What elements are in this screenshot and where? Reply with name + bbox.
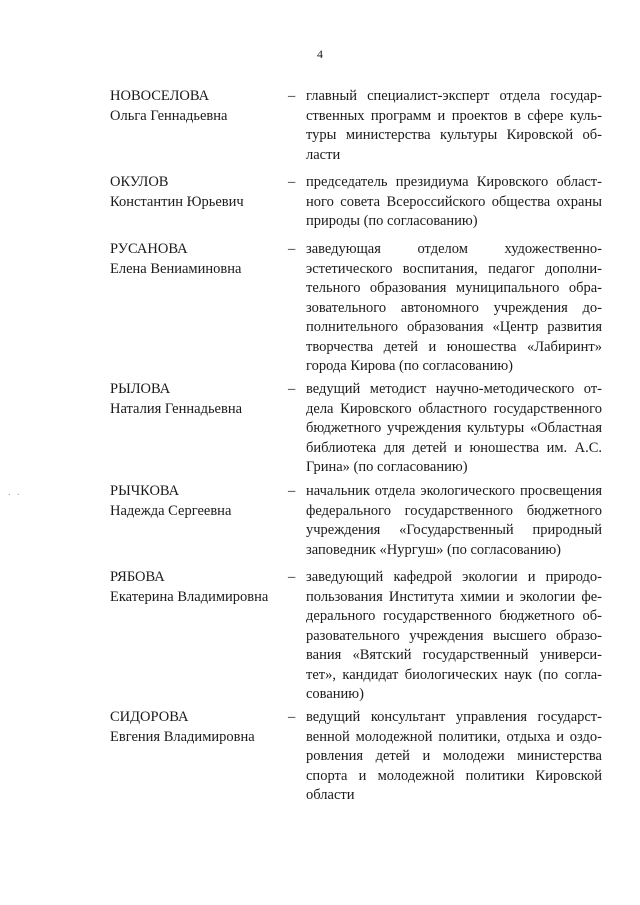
member-surname: СИДОРОВА <box>110 709 189 725</box>
page-number: 4 <box>317 47 323 61</box>
member-role: председатель президиума Кировского областного совета Всероссийского общества охраны природы (по согласованию) <box>306 174 602 229</box>
member-name <box>110 708 280 747</box>
member-name <box>110 87 280 126</box>
member-given-name: Елена Вениаминовна <box>110 260 242 277</box>
member-given-name: Наталия Геннадьевна <box>110 400 243 417</box>
member-given-name: Екатерина Владимировна <box>110 588 269 605</box>
member-name <box>110 173 280 212</box>
dash-separator: – <box>288 569 296 585</box>
member-given-name: Евгения Владимировна <box>110 728 255 745</box>
dash-separator: – <box>288 241 296 257</box>
member-surname: РЫЛОВА <box>110 381 171 397</box>
member-role: заведующий кафедрой экологии и природопользования Института химии и экологии федерального государственного бюджетного образовательного учреждения высшего образования «Вятский государственный университет», кандидат биологических наук (по согласованию) <box>306 569 602 702</box>
member-role: главный специалист-эксперт отдела государственных программ и проектов в сфере культуры министерства культуры Кировской области <box>306 88 602 163</box>
member-surname: РЯБОВА <box>110 569 165 585</box>
member-given-name: Константин Юрьевич <box>110 193 244 210</box>
member-given-name: Надежда Сергеевна <box>110 502 232 519</box>
member-given-name: Ольга Геннадьевна <box>110 107 228 124</box>
dash-separator: – <box>288 709 296 725</box>
dash-separator: – <box>288 174 296 190</box>
member-name <box>110 380 280 419</box>
member-role: ведущий методист научно-методического отдела Кировского областного государственного бюджетного учреждения культуры «Областная библиотека для детей и юношества им. А.С. Грина» (по согласованию) <box>306 381 602 475</box>
member-name <box>110 482 280 521</box>
member-role: начальник отдела экологического просвещения федерального государственного бюджетного учреждения «Государственный природный заповедник «Нургуш» (по согласованию) <box>306 483 602 558</box>
member-surname: НОВОСЕЛОВА <box>110 88 210 104</box>
member-role: заведующая отделом художественно-эстетического воспитания, педагог дополнительного образования муниципального образовательного автономного учреждения дополнительного образования «Центр развития творчества детей и юношества «Лабиринт» города Кирова (по согласованию) <box>306 241 602 374</box>
scan-mark: . . <box>8 487 22 498</box>
dash-separator: – <box>288 381 296 397</box>
member-name <box>110 240 280 279</box>
member-surname: РЫЧКОВА <box>110 483 180 499</box>
member-role: ведущий консультант управления государственной молодежной политики, отдыха и оздоровления детей и молодежи министерства спорта и молодежной политики Кировской области <box>306 709 602 803</box>
member-surname: РУСАНОВА <box>110 241 188 257</box>
dash-separator: – <box>288 483 296 499</box>
member-surname: ОКУЛОВ <box>110 174 169 190</box>
dash-separator: – <box>288 88 296 104</box>
member-name <box>110 568 280 607</box>
